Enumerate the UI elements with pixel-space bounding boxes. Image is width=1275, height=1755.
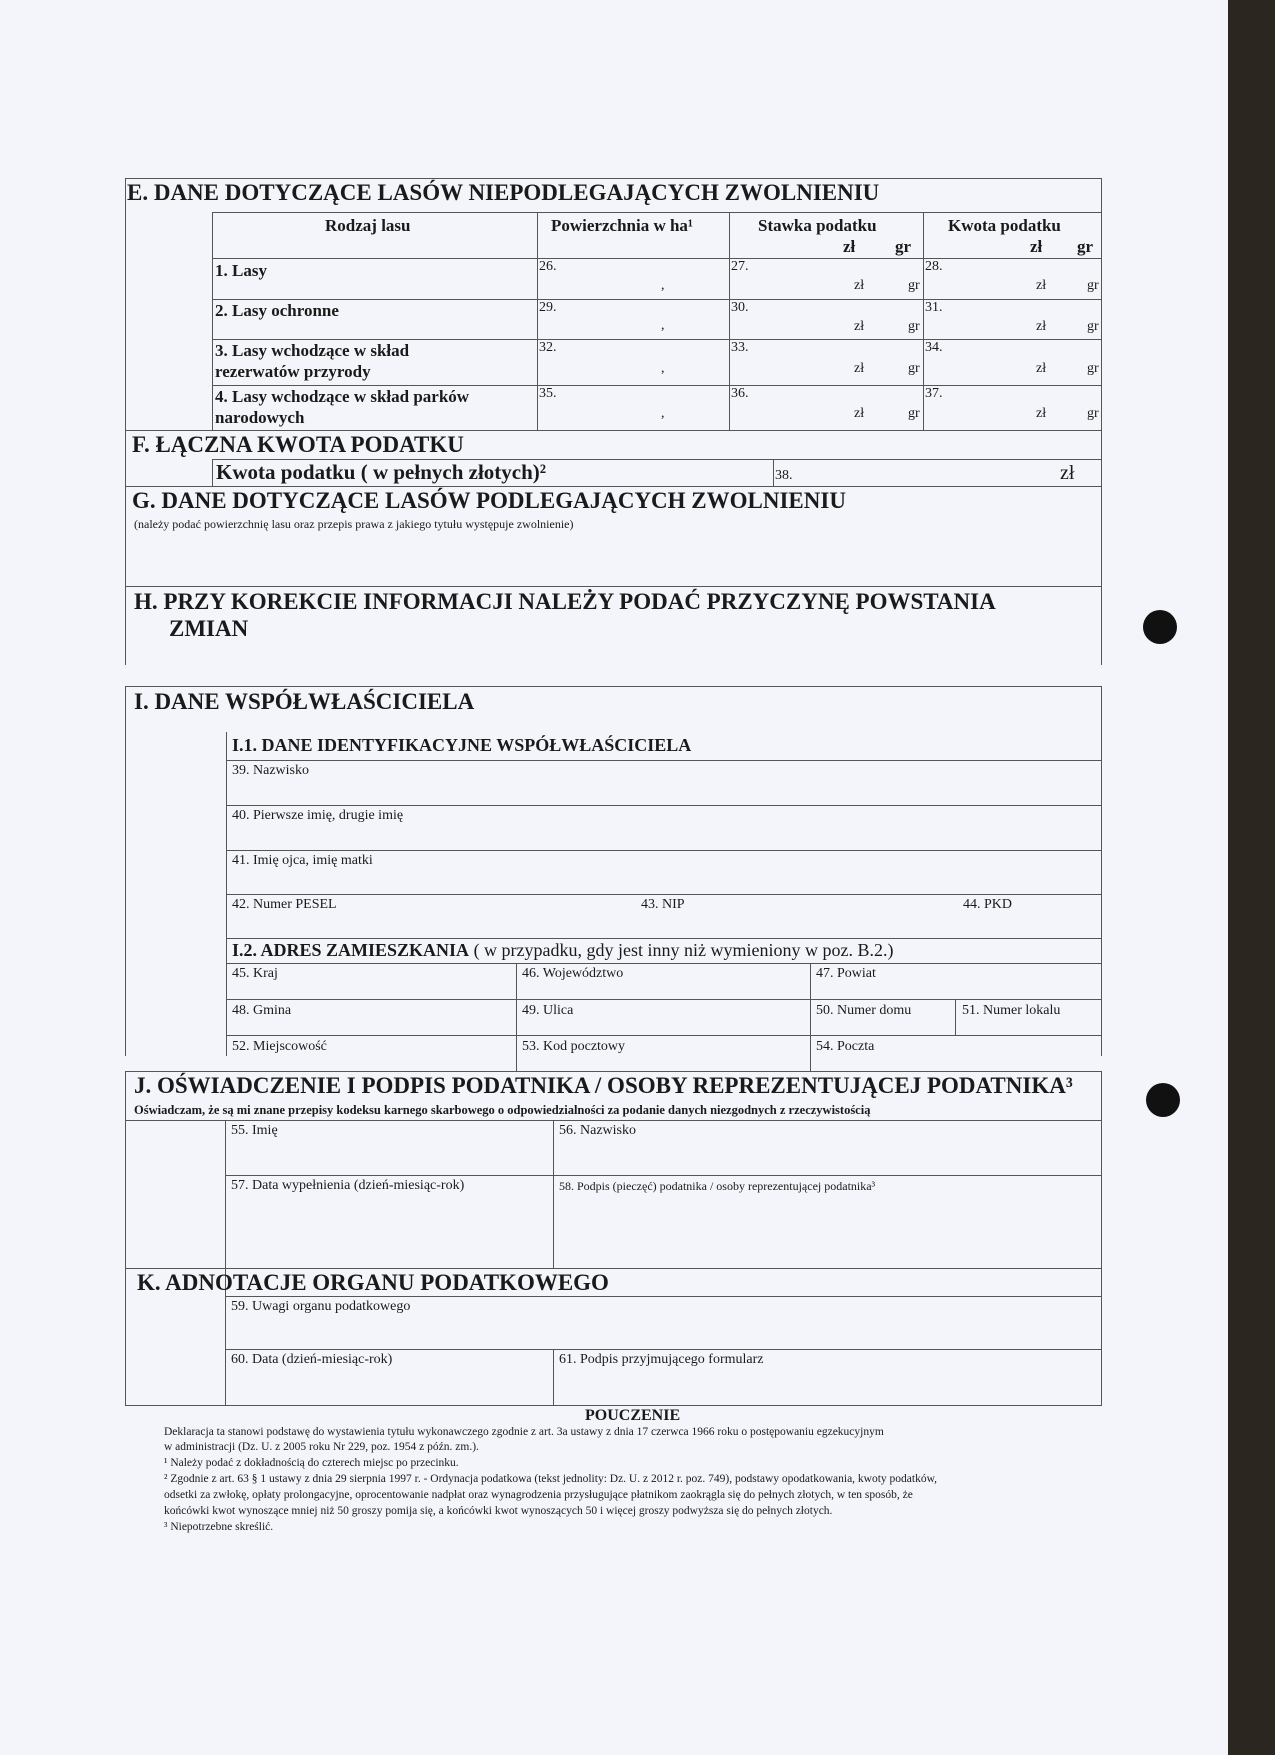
section-e-title: E. DANE DOTYCZĄCE LASÓW NIEPODLEGAJĄCYCH ZWOLNIENIU xyxy=(127,180,880,205)
decimal-comma: , xyxy=(661,278,665,293)
unit-gr: gr xyxy=(908,319,920,334)
section-h-title: H. PRZY KOREKCIE INFORMACJI NALEŻY PODAĆ PRZYCZYNĘ POWSTANIA xyxy=(134,589,996,614)
field-number: 35. xyxy=(539,386,557,401)
subsection-i2-title-note: ( w przypadku, gdy jest inny niż wymieniony w poz. B.2.) xyxy=(469,940,894,960)
field-number: 31. xyxy=(925,300,943,315)
unit-gr: gr xyxy=(1087,406,1099,421)
instructions-title: POUCZENIE xyxy=(585,1407,681,1424)
field-label-voivodeship: 46. Województwo xyxy=(522,966,624,981)
field-label-post-office: 54. Poczta xyxy=(816,1039,875,1054)
row-label: 2. Lasy ochronne xyxy=(215,301,339,320)
decimal-comma: , xyxy=(661,406,665,421)
unit-zl: zł xyxy=(1036,319,1047,334)
subsection-i2-title xyxy=(232,940,894,961)
section-f-title: F. ŁĄCZNA KWOTA PODATKU xyxy=(132,432,464,457)
scan-background-edge xyxy=(1228,0,1275,1755)
col-header-area: Powierzchnia w ha¹ xyxy=(551,216,694,235)
field-number: 34. xyxy=(925,340,943,355)
row-label: 3. Lasy wchodzące w skład xyxy=(215,341,410,360)
footnote-3: ³ Niepotrzebne skreślić. xyxy=(164,1521,274,1533)
footnote-1: ¹ Należy podać z dokładnością do czterech miejsc po przecinku. xyxy=(164,1457,459,1469)
section-g-title: G. DANE DOTYCZĄCE LASÓW PODLEGAJĄCYCH ZWOLNIENIU xyxy=(132,488,846,513)
field-label-surname: 56. Nazwisko xyxy=(559,1123,636,1138)
section-g-subtitle: (należy podać powierzchnię lasu oraz przepis prawa z jakiego tytułu występuje zwolnienie) xyxy=(134,517,574,531)
subsection-i1-title: I.1. DANE IDENTYFIKACYJNE WSPÓŁWŁAŚCICIELA xyxy=(232,735,692,755)
unit-gr: gr xyxy=(1087,278,1099,293)
unit-zl: zł xyxy=(854,319,865,334)
unit-gr: gr xyxy=(908,361,920,376)
col-header-amount-zl: zł xyxy=(1030,237,1043,256)
field-number: 32. xyxy=(539,340,557,355)
col-header-rate-zl: zł xyxy=(843,237,856,256)
field-label-pesel: 42. Numer PESEL xyxy=(232,897,337,912)
field-label-pkd: 44. PKD xyxy=(963,897,1013,912)
field-label-nip: 43. NIP xyxy=(641,897,685,912)
field-label-street: 49. Ulica xyxy=(522,1003,574,1018)
decimal-comma: , xyxy=(661,318,665,333)
section-j-title: J. OŚWIADCZENIE I PODPIS PODATNIKA / OSOBY REPREZENTUJĄCEJ PODATNIKA³ xyxy=(134,1073,1073,1098)
row-label: narodowych xyxy=(215,408,305,427)
field-number: 28. xyxy=(925,259,943,274)
field-label-fill-date: 57. Data wypełnienia (dzień-miesiąc-rok) xyxy=(231,1178,465,1193)
punch-hole xyxy=(1146,1083,1180,1117)
field-label-first-name: 40. Pierwsze imię, drugie imię xyxy=(232,808,404,823)
unit-zl: zł xyxy=(854,361,865,376)
field-number: 30. xyxy=(731,300,749,315)
section-k-title: K. ADNOTACJE ORGANU PODATKOWEGO xyxy=(137,1270,609,1295)
field-label-date: 60. Data (dzień-miesiąc-rok) xyxy=(231,1352,393,1367)
field-label-parents: 41. Imię ojca, imię matki xyxy=(232,853,373,868)
col-header-type: Rodzaj lasu xyxy=(325,216,411,235)
field-label-house-number: 50. Numer domu xyxy=(816,1003,912,1018)
row-label: 1. Lasy xyxy=(215,261,267,280)
field-label-receiver-signature: 61. Podpis przyjmującego formularz xyxy=(559,1352,764,1367)
section-i-title: I. DANE WSPÓŁWŁAŚCICIELA xyxy=(134,689,475,714)
footnote-2: odsetki za zwłokę, opłaty prolongacyjne, oprocentowanie nadpłat oraz wynagrodzenia przysługujące płatnikom zaokrągla się do pełnych złotych, w ten sposób, że xyxy=(164,1489,913,1501)
col-header-amount-gr: gr xyxy=(1077,237,1094,256)
field-label-first-name: 55. Imię xyxy=(231,1123,278,1138)
field-label-apartment-number: 51. Numer lokalu xyxy=(962,1003,1061,1018)
field-label-country: 45. Kraj xyxy=(232,966,278,981)
field-number: 29. xyxy=(539,300,557,315)
footnote-2: ² Zgodnie z art. 63 § 1 ustawy z dnia 29 sierpnia 1997 r. - Ordynacja podatkowa (tekst jednolity: Dz. U. z 2012 r. poz. 749), podstawy opodatkowania, kwoty podatków, xyxy=(164,1473,938,1485)
unit-zl: zł xyxy=(854,406,865,421)
punch-hole xyxy=(1143,610,1177,644)
field-number: 36. xyxy=(731,386,749,401)
unit-gr: gr xyxy=(908,278,920,293)
unit-zl: zł xyxy=(1036,406,1047,421)
subsection-i2-title-bold: I.2. ADRES ZAMIESZKANIA xyxy=(232,940,470,960)
field-number: 26. xyxy=(539,259,557,274)
unit-gr: gr xyxy=(1087,361,1099,376)
statement-text: Oświadczam, że są mi znane przepisy kodeksu karnego skarbowego o odpowiedzialności za podanie danych niezgodnych z rzeczywistością xyxy=(134,1103,871,1117)
footnote-2: końcówki kwot wynoszące mniej niż 50 groszy pomija się, a końcówki kwot wynoszących 50 i więcej groszy podwyższa się do pełnych złotych. xyxy=(164,1505,833,1517)
col-header-rate: Stawka podatku xyxy=(758,216,877,235)
field-number: 33. xyxy=(731,340,749,355)
unit-gr: gr xyxy=(1087,319,1099,334)
row-label: 4. Lasy wchodzące w skład parków xyxy=(215,387,470,406)
unit-zl: zł xyxy=(1036,361,1047,376)
unit-gr: gr xyxy=(908,406,920,421)
field-label-surname: 39. Nazwisko xyxy=(232,763,309,778)
field-label-city: 52. Miejscowość xyxy=(232,1039,327,1054)
section-h-title-cont: ZMIAN xyxy=(169,616,249,641)
field-label-signature: 58. Podpis (pieczęć) podatnika / osoby reprezentującej podatnika³ xyxy=(559,1179,876,1193)
field-number: 27. xyxy=(731,259,749,274)
total-tax-label: Kwota podatku ( w pełnych złotych)² xyxy=(216,460,547,484)
col-header-amount: Kwota podatku xyxy=(948,216,1061,235)
unit-zl: zł xyxy=(1036,278,1047,293)
field-label-municipality: 48. Gmina xyxy=(232,1003,292,1018)
instructions-text: w administracji (Dz. U. z 2005 roku Nr 229, poz. 1954 z późn. zm.). xyxy=(164,1441,479,1453)
decimal-comma: , xyxy=(661,361,665,376)
field-label-county: 47. Powiat xyxy=(816,966,876,981)
instructions-text: Deklaracja ta stanowi podstawę do wystawienia tytułu wykonawczego zgodnie z art. 3a ustawy z dnia 17 czerwca 1966 roku o postępowaniu egzekucyjnym xyxy=(164,1426,884,1438)
unit-zl: zł xyxy=(854,278,865,293)
field-label-postal-code: 53. Kod pocztowy xyxy=(522,1039,626,1054)
unit-zl: zł xyxy=(1060,462,1075,484)
field-number: 38. xyxy=(775,468,793,483)
field-label-remarks: 59. Uwagi organu podatkowego xyxy=(231,1299,411,1314)
row-label: rezerwatów przyrody xyxy=(215,362,371,381)
col-header-rate-gr: gr xyxy=(895,237,912,256)
field-number: 37. xyxy=(925,386,943,401)
